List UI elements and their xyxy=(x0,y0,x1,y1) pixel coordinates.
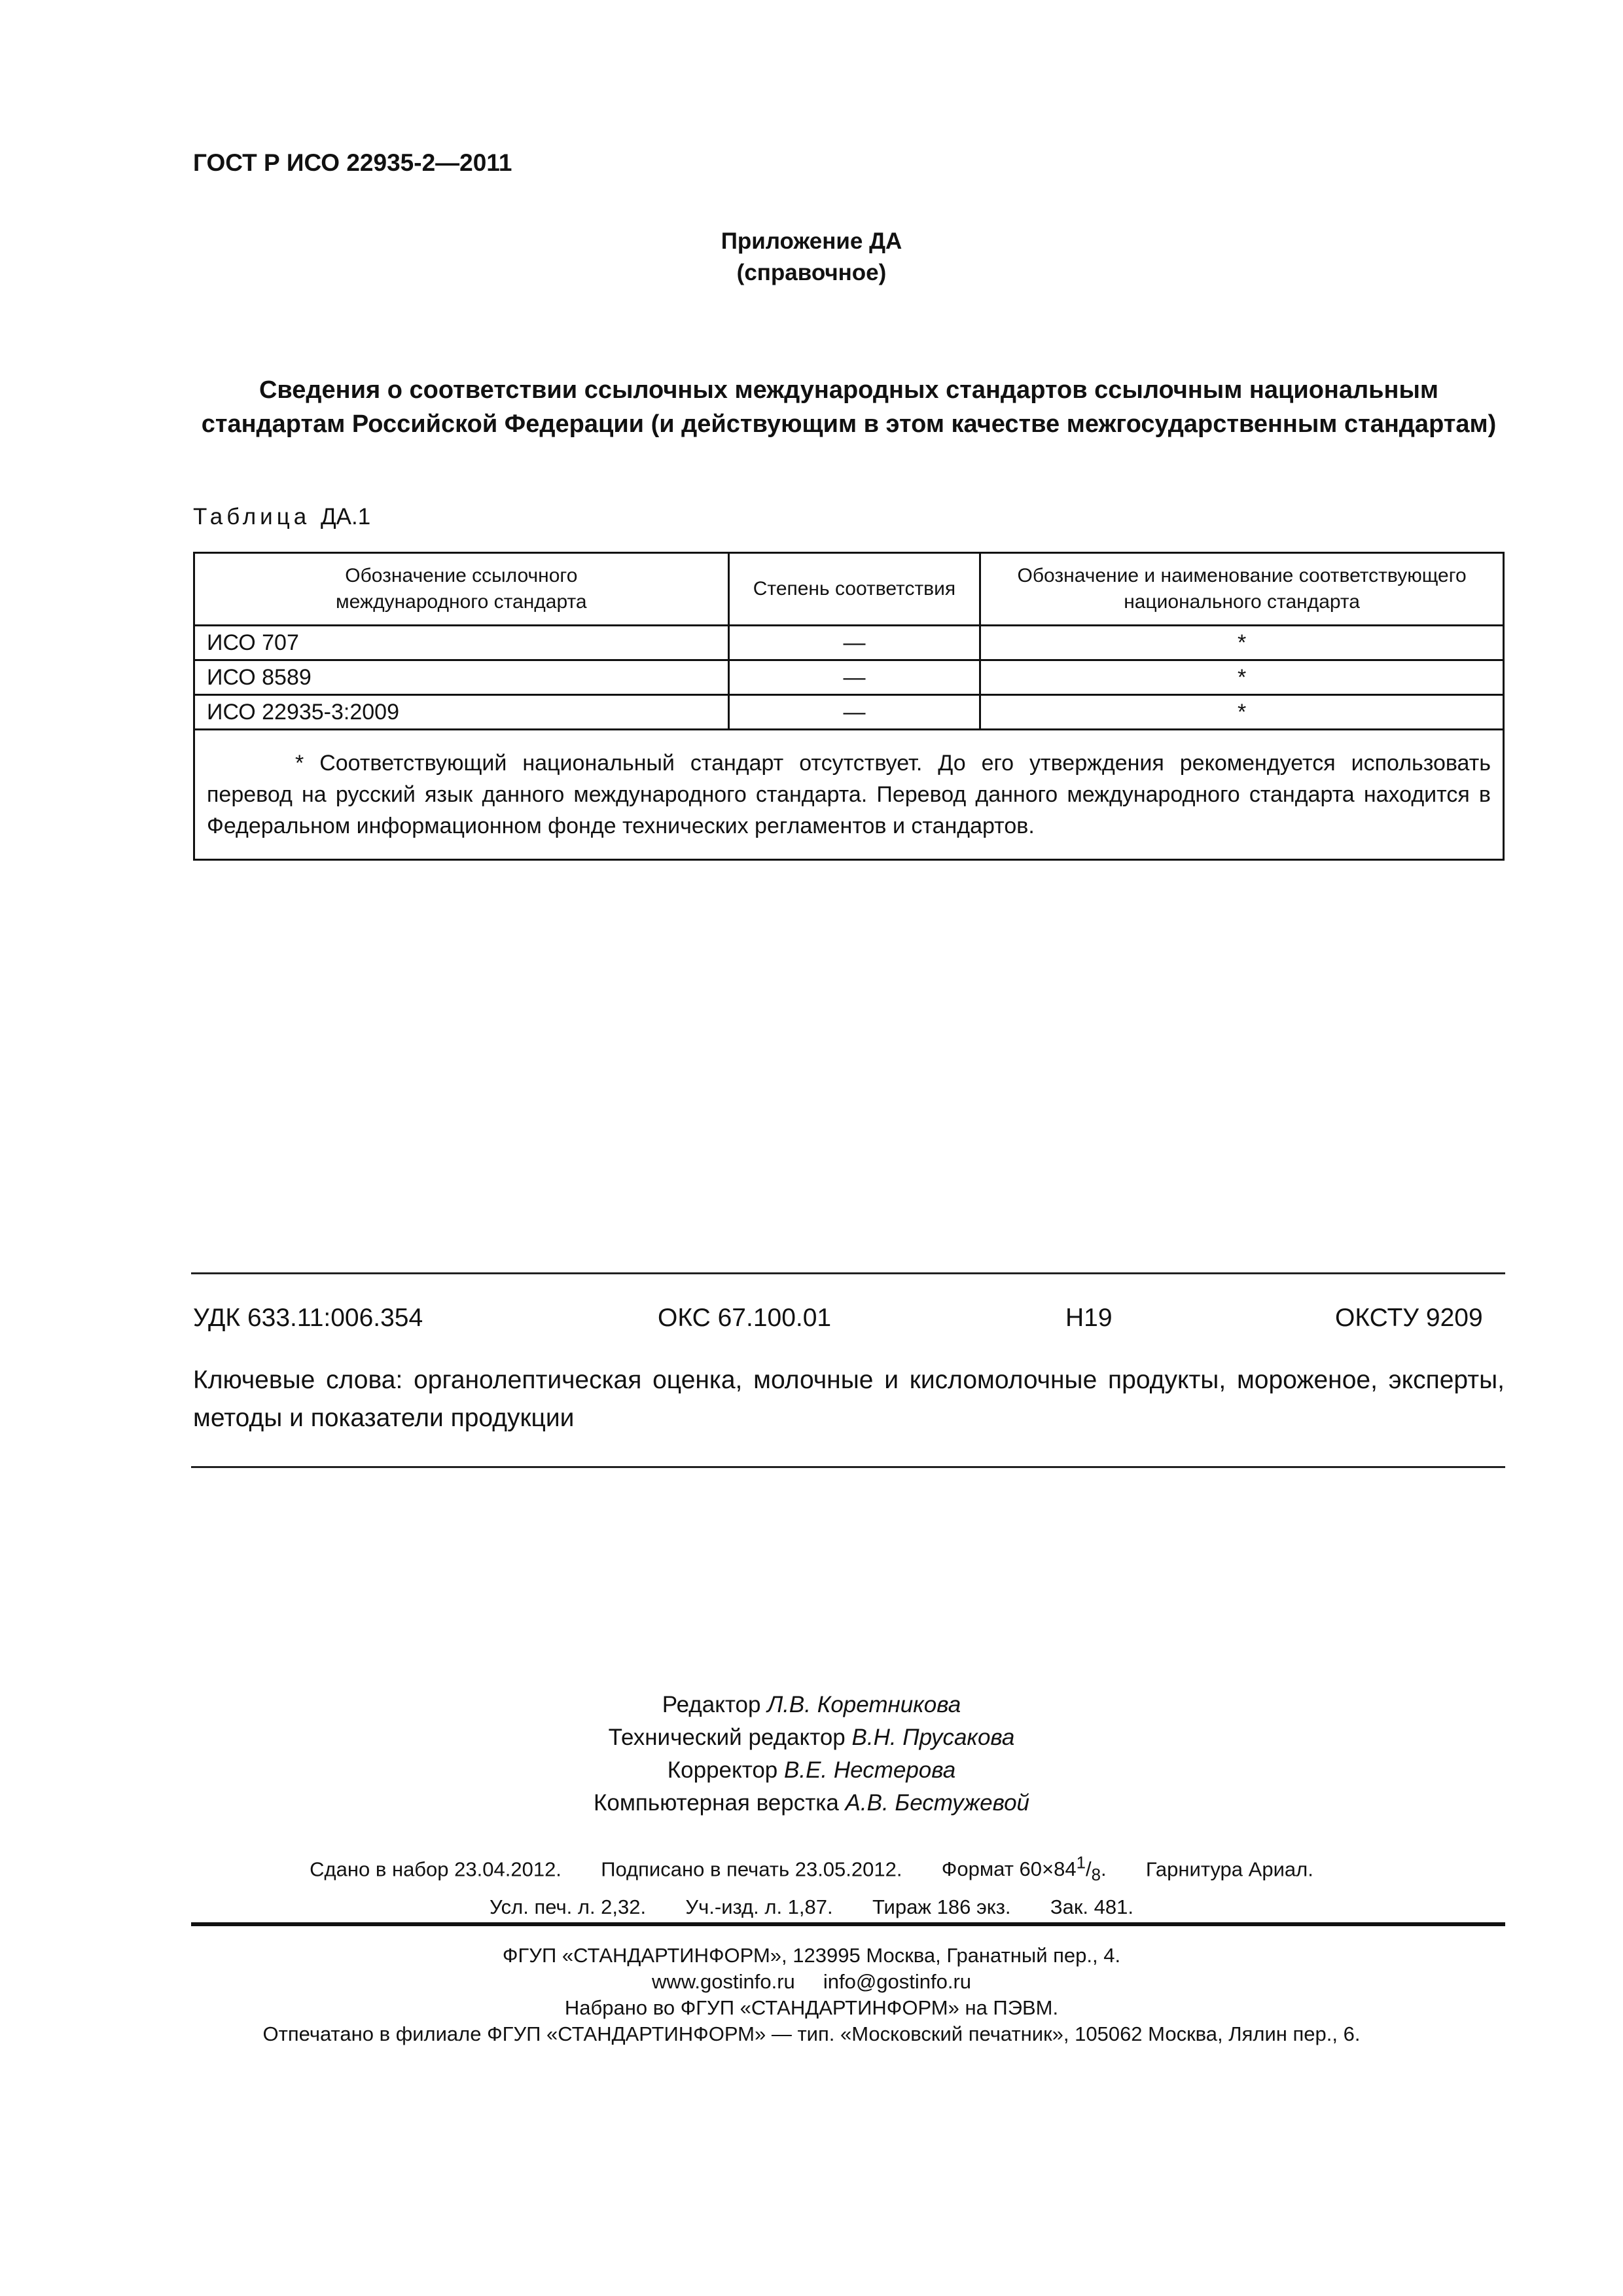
cell-degree: — xyxy=(728,695,980,730)
credit-editor: Редактор Л.В. Коретникова xyxy=(662,1692,961,1717)
oks-code: ОКС 67.100.01 xyxy=(658,1304,832,1332)
header-national-standard: Обозначение и наименование соответствующего национального стандарта xyxy=(980,553,1504,626)
publisher-block xyxy=(0,1943,1623,2047)
table-label-word: Таблица xyxy=(193,504,311,529)
document-code: ГОСТ Р ИСО 22935-2—2011 xyxy=(193,149,512,176)
publisher-contacts xyxy=(0,1969,1623,1995)
publisher-address: ФГУП «СТАНДАРТИНФОРМ», 123995 Москва, Гранатный пер., 4. xyxy=(502,1944,1121,1967)
appendix-header xyxy=(0,226,1623,289)
cell-degree: — xyxy=(728,660,980,695)
cell-national: * xyxy=(980,660,1504,695)
table-label xyxy=(193,504,370,530)
okstu-code: ОКСТУ 9209 xyxy=(1335,1304,1483,1332)
udk-code: УДК 633.11:006.354 xyxy=(193,1304,423,1332)
credit-tech-editor: Технический редактор В.Н. Прусакова xyxy=(608,1725,1015,1750)
table-footnote: * Соответствующий национальный стандарт отсутствует. До его утверждения рекомендуется использовать перевод на русский язык данного международного стандарта. Перевод данного международного стандарта находится в Федеральном информационном фонде технических регламентов и стандартов. xyxy=(194,730,1504,860)
print-info-line1: Сдано в набор 23.04.2012. Подписано в печать 23.05.2012. Формат $60\times 84^1/_8$. Гарнитура Ариал. xyxy=(310,1854,1313,1885)
credit-layout: Компьютерная верстка А.В. Бестужевой xyxy=(593,1790,1030,1816)
table-row xyxy=(194,695,1504,730)
publisher-typeset: Набрано во ФГУП «СТАНДАРТИНФОРМ» на ПЭВМ. xyxy=(564,1996,1059,2019)
table-label-number: ДА.1 xyxy=(320,504,371,529)
print-info xyxy=(0,1848,1623,1923)
keywords: Ключевые слова: органолептическая оценка, молочные и кисломолочные продукты, мороженое, эксперты, методы и показатели продукции xyxy=(193,1366,1505,1432)
appendix-subtitle: (справочное) xyxy=(736,260,887,285)
table-footnote-row xyxy=(194,730,1504,860)
correspondence-table xyxy=(193,552,1505,861)
print-info-line2: Усл. печ. л. 2,32. Уч.-изд. л. 1,87. Тираж 186 экз. Зак. 481. xyxy=(490,1895,1133,1918)
header-degree: Степень соответствия xyxy=(728,553,980,626)
header-reference-standard: Обозначение ссылочного международного стандарта xyxy=(194,553,729,626)
cell-degree: — xyxy=(728,626,980,660)
cell-standard: ИСО 707 xyxy=(194,626,729,660)
credits-block xyxy=(0,1689,1623,1820)
table-header-row xyxy=(194,553,1504,626)
table-row xyxy=(194,660,1504,695)
publisher-email: info@gostinfo.ru xyxy=(823,1970,972,1993)
cell-standard: ИСО 8589 xyxy=(194,660,729,695)
credit-corrector: Корректор В.Е. Нестерова xyxy=(667,1757,956,1783)
divider-top xyxy=(191,1272,1505,1274)
cell-standard: ИСО 22935-3:2009 xyxy=(194,695,729,730)
publisher-printed: Отпечатано в филиале ФГУП «СТАНДАРТИНФОРМ» — тип. «Московский печатник», 105062 Москва, Лялин пер., 6. xyxy=(262,2022,1361,2045)
cell-national: * xyxy=(980,626,1504,660)
divider-bottom xyxy=(191,1466,1505,1468)
print-format: Формат $60\times 84^1/_8$. xyxy=(941,1854,1107,1885)
section-heading: Сведения о соответствии ссылочных международных стандартов ссылочным национальным стандартам Российской Федерации (и действующим в этом качестве межгосударственным стандартам) xyxy=(201,376,1497,438)
cell-national: * xyxy=(980,695,1504,730)
table-row xyxy=(194,626,1504,660)
appendix-title: Приложение ДА xyxy=(721,228,902,254)
publisher-website: www.gostinfo.ru xyxy=(651,1970,795,1993)
category-code: Н19 xyxy=(1065,1304,1113,1332)
divider-thick xyxy=(191,1922,1505,1926)
